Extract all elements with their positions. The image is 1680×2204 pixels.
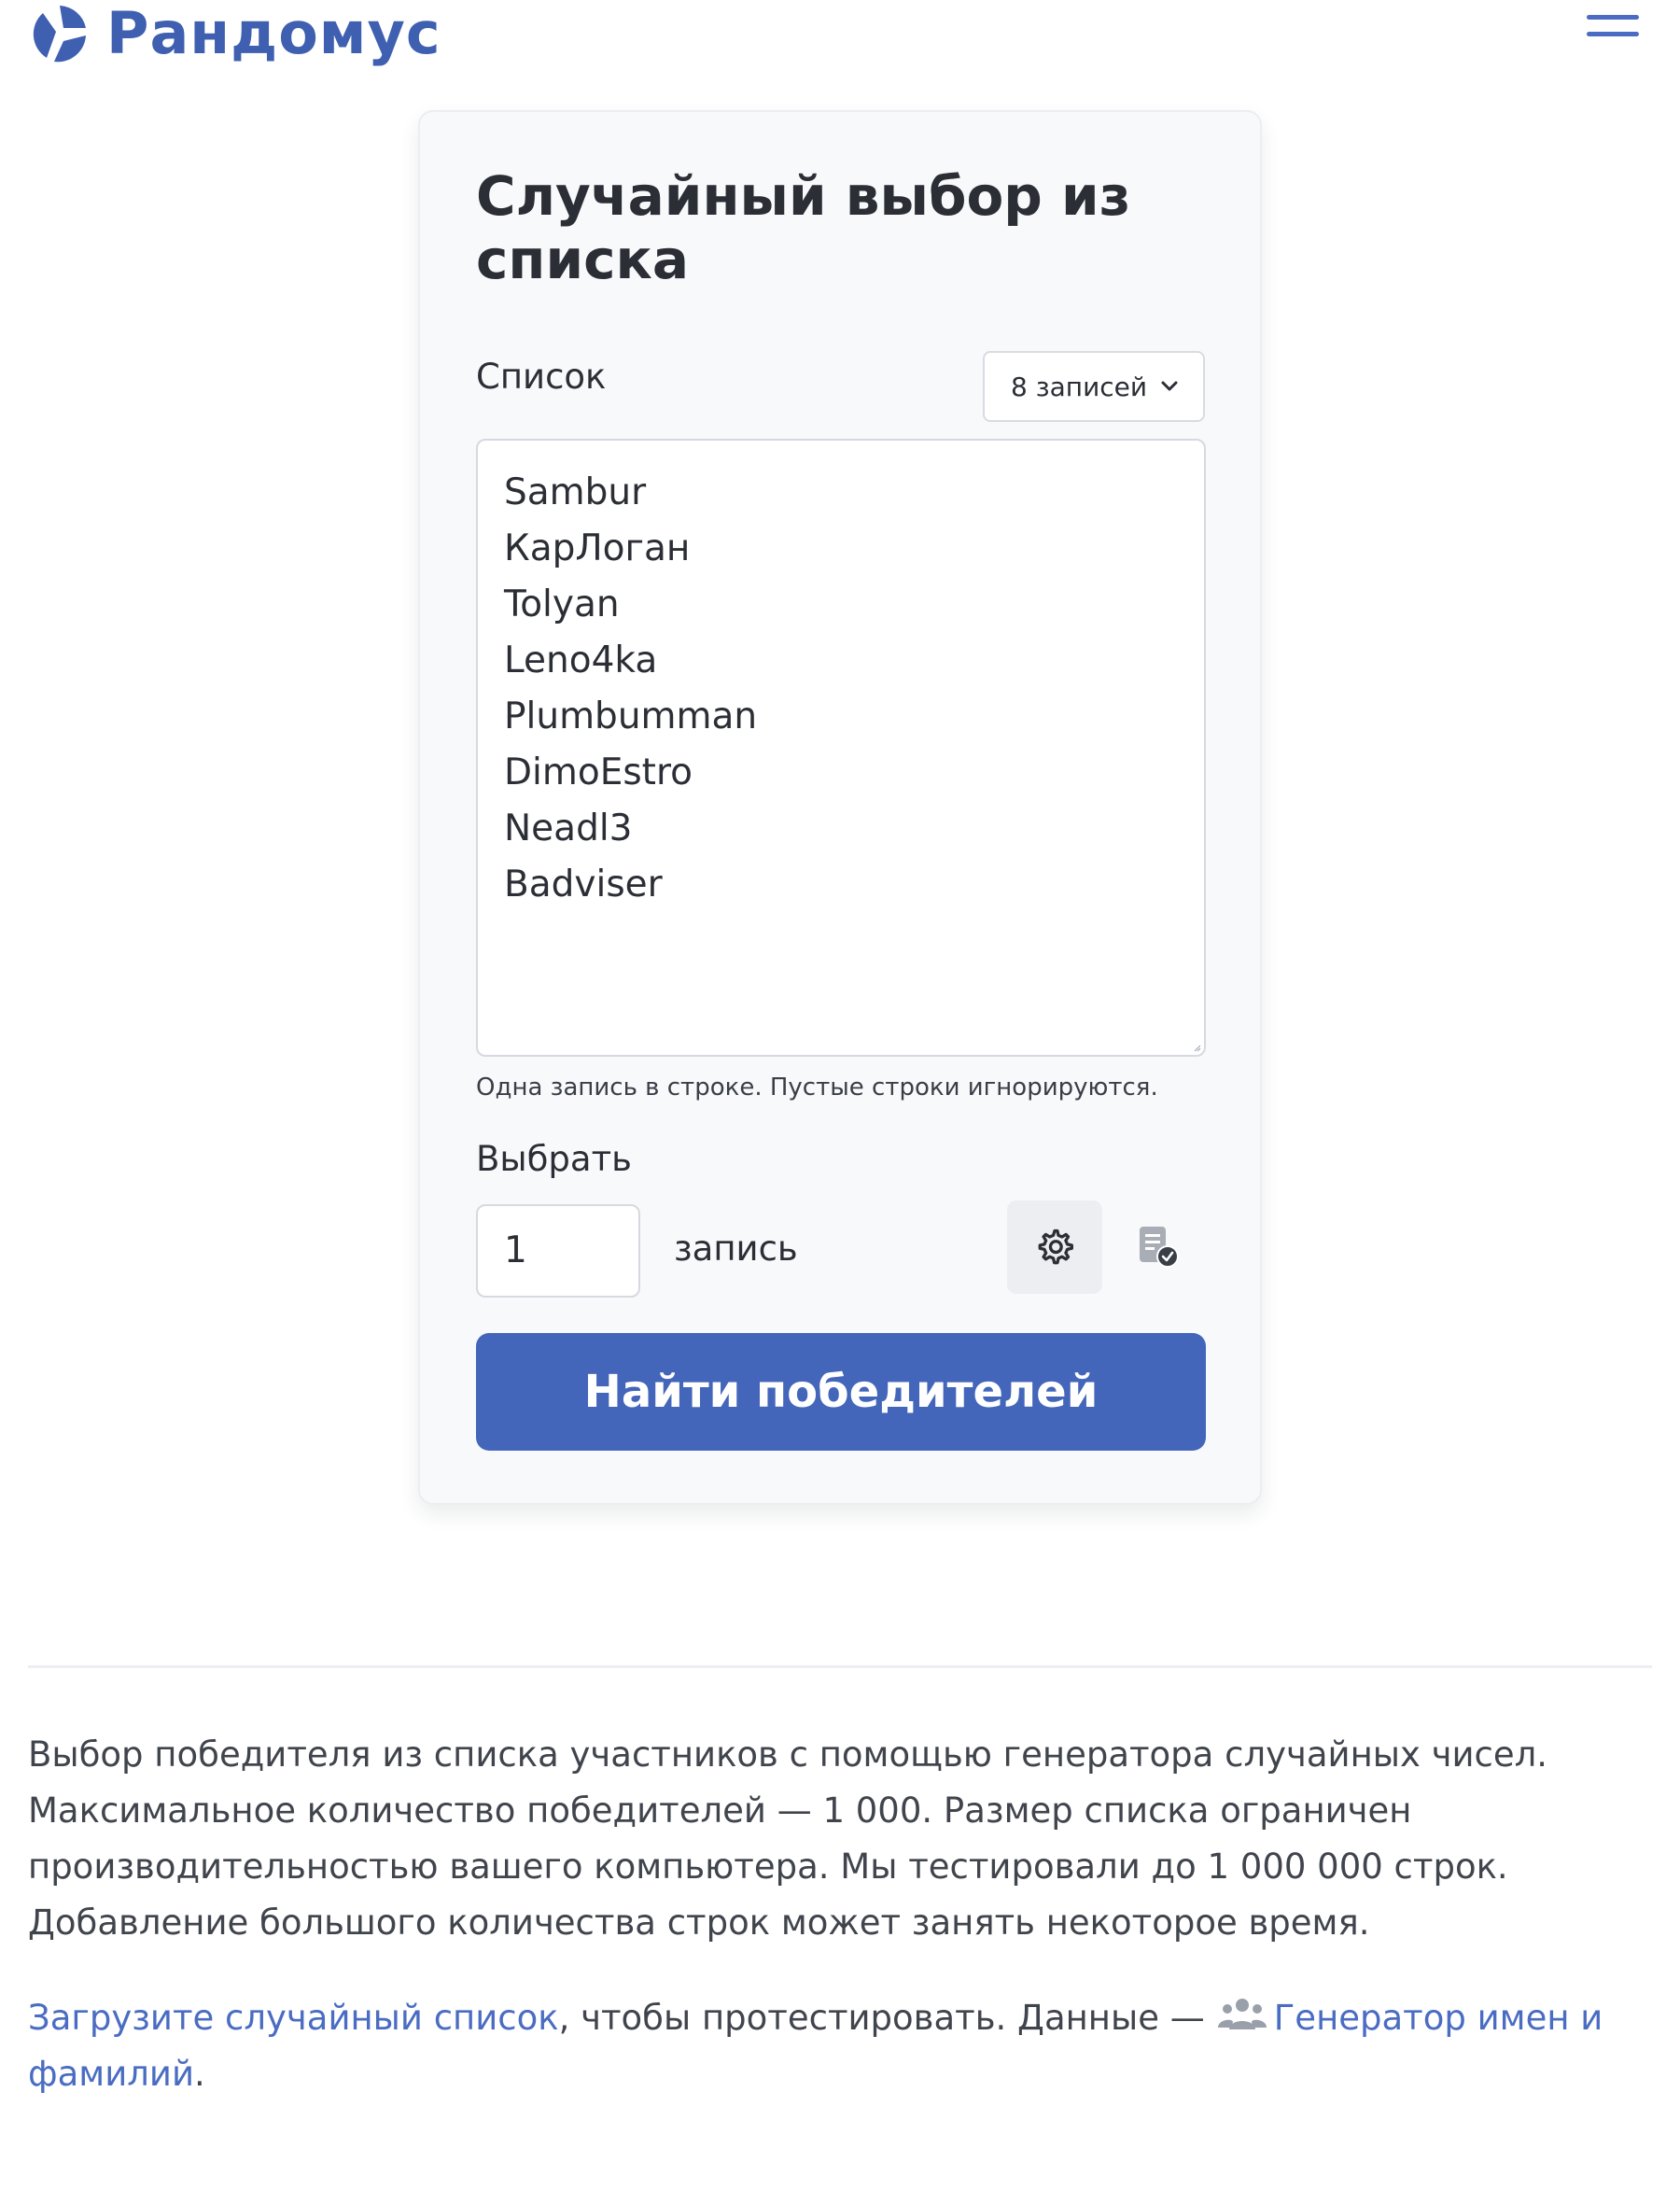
list-entry: Leno4ka bbox=[504, 639, 658, 681]
logo[interactable] bbox=[26, 0, 441, 67]
description bbox=[28, 1727, 1652, 1951]
name-generator-link[interactable]: Генератор имен и фамилий bbox=[28, 1998, 1603, 2094]
settings-button[interactable] bbox=[1007, 1200, 1102, 1294]
resize-handle-icon[interactable] bbox=[1192, 1043, 1201, 1052]
list-hint: Одна запись в строке. Пустые строки игнорируются. bbox=[476, 1074, 1158, 1102]
list-entry: Sambur bbox=[504, 471, 647, 513]
entries-count-label: 8 записей bbox=[1011, 371, 1148, 402]
logo-icon bbox=[26, 0, 93, 67]
list-entry: Badviser bbox=[504, 863, 663, 905]
logo-text: Рандомус bbox=[106, 0, 441, 67]
find-winners-button[interactable]: Найти победителей bbox=[476, 1333, 1206, 1451]
document-check-icon[interactable] bbox=[1134, 1223, 1183, 1271]
load-text: , чтобы протестировать. Данные — bbox=[558, 1998, 1205, 2038]
list-entry: КарЛоган bbox=[504, 527, 691, 569]
people-icon bbox=[1218, 1996, 1267, 2033]
page-title: Случайный выбор из списка bbox=[476, 164, 1131, 291]
load-sample-paragraph bbox=[28, 1990, 1652, 2102]
description-text: Выбор победителя из списка участников с помощью генератора случайных чисел. Максимальное количество победителей — 1 000. Размер списка ограничен производительностью вашего компьютера. Мы тестировали до 1 000 000 строк. Добавление большого количества строк может занять некоторое время. bbox=[28, 1734, 1548, 1943]
list-entry: Plumbumman bbox=[504, 695, 758, 737]
gear-icon bbox=[1034, 1227, 1075, 1268]
pick-count-input[interactable]: 1 bbox=[476, 1204, 640, 1298]
entries-textarea[interactable] bbox=[476, 439, 1206, 1057]
pick-unit: запись bbox=[674, 1228, 798, 1269]
list-entry: Neadl3 bbox=[504, 807, 633, 849]
pick-label: Выбрать bbox=[476, 1139, 632, 1179]
entries-count-dropdown[interactable] bbox=[983, 351, 1205, 422]
picker-card bbox=[418, 110, 1262, 1505]
list-entry: DimoEstro bbox=[504, 751, 693, 793]
list-entry: Tolyan bbox=[504, 583, 620, 625]
period: . bbox=[194, 2054, 205, 2094]
hamburger-menu-icon[interactable] bbox=[1587, 13, 1639, 39]
chevron-down-icon bbox=[1160, 377, 1179, 396]
divider bbox=[28, 1665, 1652, 1668]
list-label: Список bbox=[476, 357, 607, 397]
load-random-list-link[interactable]: Загрузите случайный список bbox=[28, 1998, 559, 2038]
